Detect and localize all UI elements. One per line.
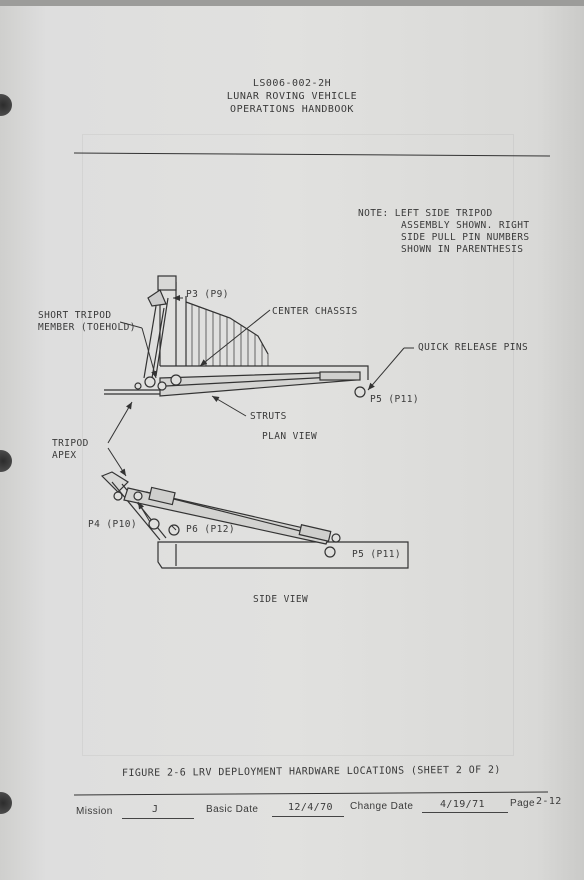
footer-mission-label: Mission <box>76 806 113 817</box>
footer-change-date-value: 4/19/71 <box>440 799 485 810</box>
footer-change-date-label: Change Date <box>350 801 414 812</box>
footer-page-label: Page <box>510 798 535 809</box>
doc-title-line1: LUNAR ROVING VEHICLE <box>226 91 358 102</box>
basic-date-underline <box>272 816 344 817</box>
label-p3: P3 (P9) <box>186 289 229 300</box>
footer-basic-date-value: 12/4/70 <box>288 802 333 813</box>
label-p6: P6 (P12) <box>186 524 235 535</box>
doc-number: LS006-002-2H <box>252 78 332 89</box>
mission-underline <box>122 818 194 819</box>
label-p5-plan: P5 (P11) <box>370 394 419 405</box>
label-short-tripod-1: SHORT TRIPOD <box>38 310 112 321</box>
label-tripod-2: APEX <box>52 450 77 461</box>
note-line2: ASSEMBLY SHOWN. RIGHT <box>401 220 530 231</box>
footer-basic-date-label: Basic Date <box>206 804 259 815</box>
note-line1: NOTE: LEFT SIDE TRIPOD <box>358 208 493 219</box>
change-date-underline <box>422 812 508 813</box>
footer-page-value: 2-12 <box>536 796 562 807</box>
document-page <box>0 6 584 880</box>
footer-mission-value: J <box>152 804 159 815</box>
label-p4: P4 (P10) <box>88 519 137 530</box>
label-p5-side: P5 (P11) <box>352 549 401 560</box>
label-plan-view: PLAN VIEW <box>262 431 318 442</box>
label-side-view: SIDE VIEW <box>253 594 309 605</box>
note-line3: SIDE PULL PIN NUMBERS <box>401 232 530 243</box>
doc-title-line2: OPERATIONS HANDBOOK <box>230 104 354 115</box>
note-line4: SHOWN IN PARENTHESIS <box>401 244 524 255</box>
plan-view-drawing <box>104 276 368 397</box>
label-center-chassis: CENTER CHASSIS <box>272 306 358 317</box>
label-short-tripod-2: MEMBER (TOEHOLD) <box>38 322 136 333</box>
label-quick-release-pins: QUICK RELEASE PINS <box>418 342 529 353</box>
label-struts: STRUTS <box>250 411 287 422</box>
figure-caption: FIGURE 2-6 LRV DEPLOYMENT HARDWARE LOCATIONS (SHEET 2 OF 2) <box>121 764 501 779</box>
label-tripod-1: TRIPOD <box>52 438 89 449</box>
